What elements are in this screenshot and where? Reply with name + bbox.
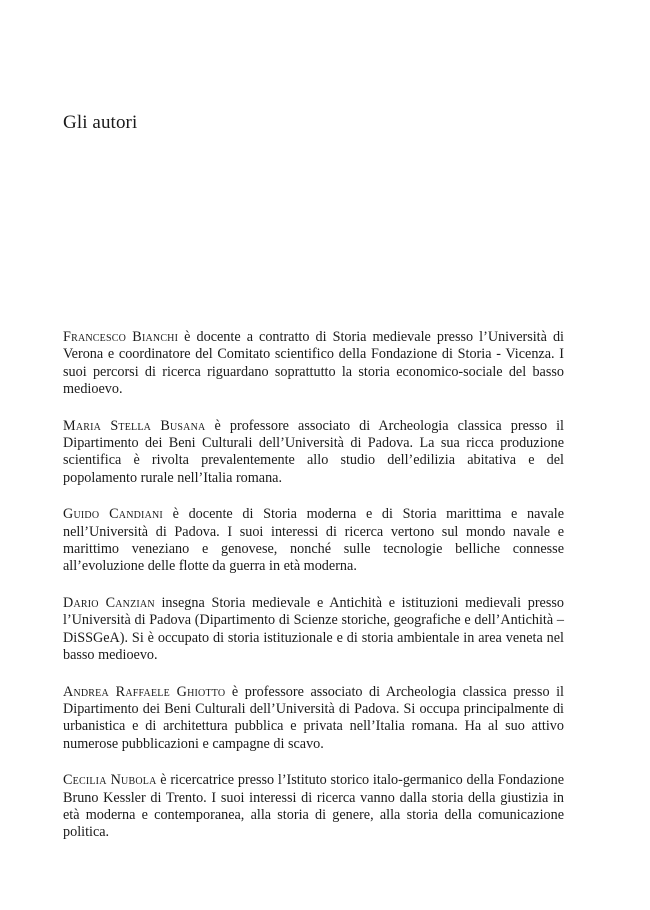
- author-name: Guido Candiani: [63, 506, 163, 523]
- author-bio: [63, 329, 564, 399]
- author-name: Cecilia Nubola: [63, 772, 157, 789]
- author-description: è ricercatrice presso l’Istituto storico italo-germanico della Fondazione Bruno Kessler di Trento. I suoi interessi di ricerca vanno dalla storia della giustizia in età moderna e contemporanea, alla storia di genere, alla storia della comunicazione politica.: [63, 772, 564, 841]
- author-description: insegna Storia medievale e Antichità e istituzioni medievali presso l’Università di Padova (Dipartimento di Scienze storiche, geografiche e dell’Antichità – DiSSGeA). Si è occupato di storia istituzionale e di storia ambientale in area veneta nel basso medioevo.: [63, 594, 564, 664]
- author-description: è docente a contratto di Storia medievale presso l’Università di Verona e coordinatore del Comitato scientifico della Fondazione di Storia - Vicenza. I suoi percorsi di ricerca riguardano soprattutto la storia economico-sociale del basso medioevo.: [63, 329, 565, 398]
- author-name: Francesco Bianchi: [63, 329, 179, 345]
- author-name: Dario Canzian: [63, 594, 155, 611]
- page-title: Gli autori: [63, 112, 138, 133]
- author-bio: [63, 595, 564, 665]
- author-description: è docente di Storia moderna e di Storia marittima e navale nell’Università di Padova. I suoi interessi di ricerca vertono sul mondo navale e marittimo veneziano e genovese, nonché sulle tecnologie belliche connesse all’evoluzione delle flotte da guerra in età moderna.: [63, 506, 564, 575]
- author-description: è professore associato di Archeologia classica presso il Dipartimento dei Beni Culturali dell’Università di Padova. La sua ricca produzione scientifica è rivolta prevalentemente allo studio dell’edilizia abitativa e del popolamento rurale nell’Italia romana.: [63, 417, 564, 486]
- author-name: Andrea Raffaele Ghiotto: [63, 683, 226, 700]
- author-bio: [63, 772, 564, 842]
- author-name: Maria Stella Busana: [63, 417, 206, 434]
- author-bio: [63, 684, 564, 754]
- author-bio: [63, 418, 564, 488]
- author-bio-list: [63, 329, 564, 861]
- author-bio: [63, 506, 564, 576]
- author-description: è professore associato di Archeologia classica presso il Dipartimento dei Beni Culturali dell’Università di Padova. Si occupa principalmente di urbanistica e di architettura pubblica e privata nell’Italia romana. Ha al suo attivo numerose pubblicazioni e campagne di scavo.: [63, 683, 564, 752]
